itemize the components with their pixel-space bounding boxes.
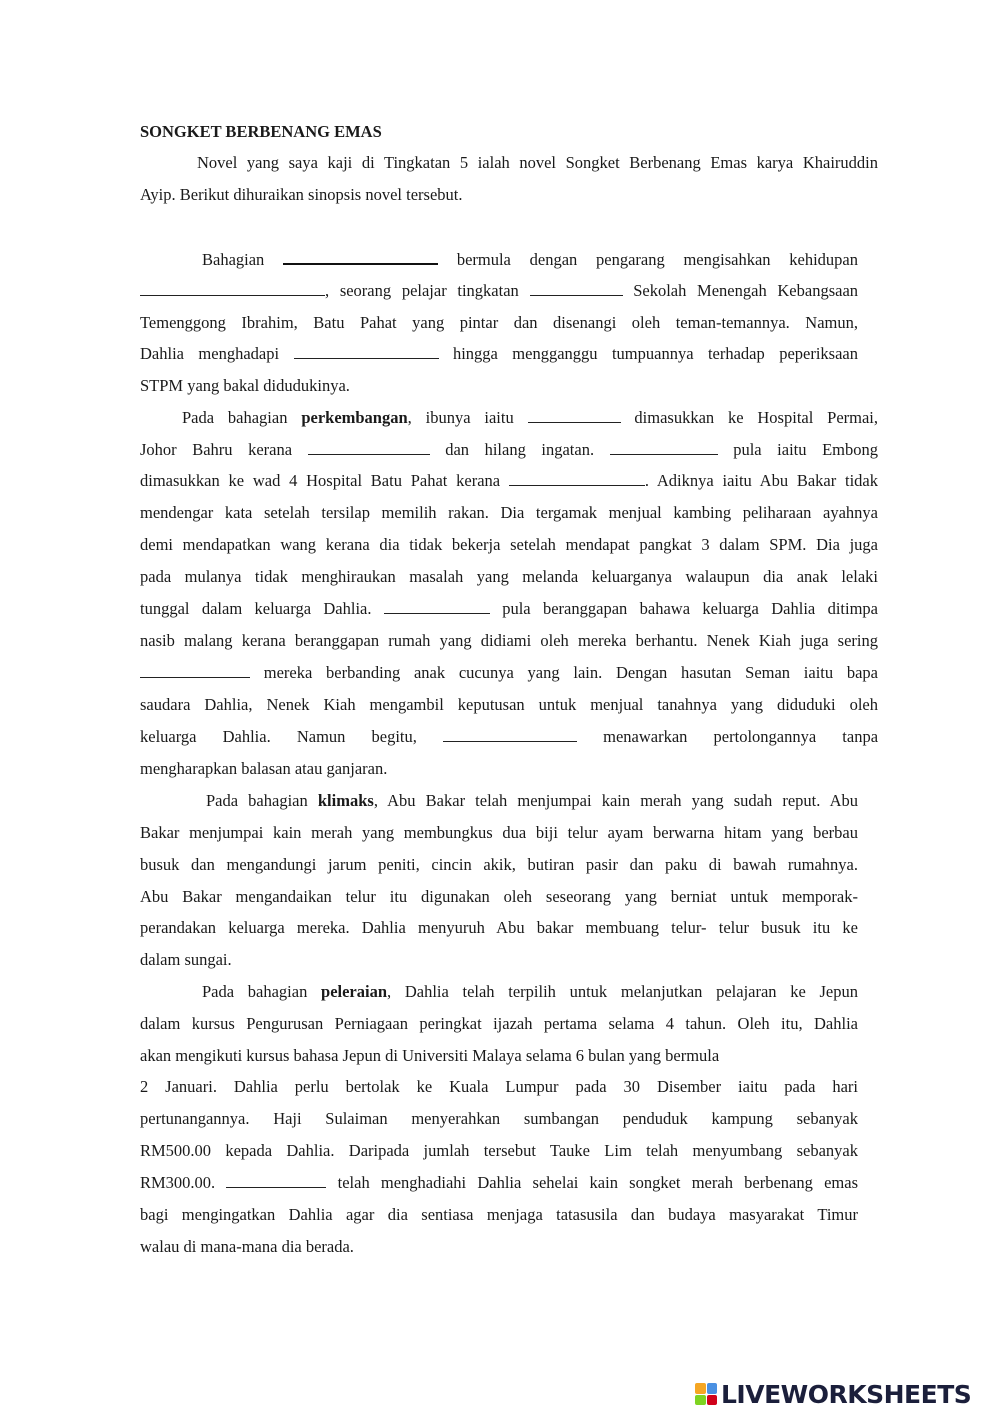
para1-text: Sekolah Menengah Kebangsaan bbox=[633, 281, 859, 300]
para1-text: Bahagian bbox=[202, 250, 265, 269]
para2-line-8: nasib malang kerana beranggapan rumah yang didiami oleh mereka berhantu. Nenek Kiah juga sering bbox=[140, 631, 878, 650]
para2-line-3 bbox=[140, 470, 878, 492]
para4-line-5: pertunangannya. Haji Sulaiman menyerahkan sumbangan penduduk kampung sebanyak bbox=[140, 1109, 858, 1128]
section-keyword: peleraian bbox=[321, 982, 388, 1001]
liveworksheets-logo bbox=[695, 1377, 971, 1411]
para4-line-9: walau di mana-mana dia berada. bbox=[140, 1237, 354, 1256]
para2-line-4: mendengar kata setelah tersilap memilih rakan. Dia tergamak menjual kambing peliharaan ayahnya bbox=[140, 503, 878, 522]
para4-line-3: akan mengikuti kursus bahasa Jepun di Universiti Malaya selama 6 bulan yang bermula bbox=[140, 1046, 720, 1065]
blank-input-6[interactable] bbox=[308, 439, 430, 455]
para4-line-4: 2 Januari. Dahlia perlu bertolak ke Kuala Lumpur pada 30 Disember iaitu pada hari bbox=[140, 1077, 858, 1096]
para2-line-2 bbox=[140, 439, 878, 461]
para4-line-8: bagi mengingatkan Dahlia agar dia sentiasa menjaga tatasusila dan budaya masyarakat Timur bbox=[140, 1205, 858, 1224]
para4-line-7 bbox=[140, 1172, 858, 1194]
para3-text: , Abu Bakar telah menjumpai kain merah yang sudah reput. Abu bbox=[373, 791, 859, 810]
para2-line-12: mengharapkan balasan atau ganjaran. bbox=[140, 759, 388, 778]
para3-line-6: dalam sungai. bbox=[140, 950, 232, 969]
para3-text: Pada bahagian bbox=[206, 791, 308, 810]
para4-text: Pada bahagian bbox=[202, 982, 308, 1001]
para1-text: , seorang pelajar tingkatan bbox=[325, 281, 519, 300]
page-title: SONGKET BERBENANG EMAS bbox=[140, 122, 382, 141]
para2-line-7 bbox=[140, 598, 878, 620]
para3-line-3: busuk dan mengandungi jarum peniti, cincin akik, butiran pasir dan paku di bawah rumahnya. bbox=[140, 855, 858, 874]
para2-text: pula beranggapan bahawa keluarga Dahlia ditimpa bbox=[502, 599, 878, 618]
para2-line-10: saudara Dahlia, Nenek Kiah mengambil keputusan untuk menjual tanahnya yang diduduki oleh bbox=[140, 695, 878, 714]
para2-text: dan hilang ingatan. bbox=[445, 440, 595, 459]
para2-text: tunggal dalam keluarga Dahlia. bbox=[140, 599, 372, 618]
para1-line-1 bbox=[140, 248, 858, 271]
para2-text: pula iaitu Embong bbox=[733, 440, 878, 459]
para4-text: RM300.00. bbox=[140, 1173, 216, 1192]
para2-text: Pada bahagian bbox=[182, 408, 288, 427]
intro-line-2: Ayip. Berikut dihuraikan sinopsis novel tersebut. bbox=[140, 185, 463, 204]
blank-input-11[interactable] bbox=[443, 726, 577, 742]
blank-input-2[interactable] bbox=[140, 280, 325, 296]
para2-line-11 bbox=[140, 726, 878, 748]
para3-line-1 bbox=[140, 790, 858, 812]
logo-text: LIVEWORKSHEETS bbox=[721, 1379, 972, 1409]
para1-line-4 bbox=[140, 343, 858, 365]
para4-text: , Dahlia telah terpilih untuk melanjutkan pelajaran ke Jepun bbox=[387, 982, 858, 1001]
blank-input-5[interactable] bbox=[528, 407, 621, 423]
blank-input-4[interactable] bbox=[294, 343, 439, 359]
para1-line-3: Temenggong Ibrahim, Batu Pahat yang pintar dan disenangi oleh teman-temannya. Namun, bbox=[140, 313, 858, 332]
para2-line-1 bbox=[140, 407, 878, 429]
para2-text: menawarkan pertolongannya tanpa bbox=[603, 727, 879, 746]
para1-line-5: STPM yang bakal didudukinya. bbox=[140, 376, 350, 395]
para2-text: keluarga Dahlia. Namun begitu, bbox=[140, 727, 417, 746]
para1-line-2 bbox=[140, 280, 858, 302]
para2-text: mereka berbanding anak cucunya yang lain. Dengan hasutan Seman iaitu bapa bbox=[263, 663, 878, 682]
liveworksheets-logo-icon bbox=[695, 1383, 717, 1405]
para1-text: bermula dengan pengarang mengisahkan kehidupan bbox=[456, 250, 859, 269]
para2-text: dimasukkan ke wad 4 Hospital Batu Pahat kerana bbox=[140, 471, 501, 490]
para3-line-2: Bakar menjumpai kain merah yang membungkus dua biji telur ayam berwarna hitam yang berbau bbox=[140, 823, 858, 842]
para2-line-5: demi mendapatkan wang kerana dia tidak bekerja setelah mendapat pangkat 3 dalam SPM. Dia juga bbox=[140, 535, 878, 554]
section-keyword: perkembangan bbox=[301, 408, 408, 427]
section-keyword: klimaks bbox=[317, 791, 374, 810]
para1-text: Dahlia menghadapi bbox=[140, 344, 280, 363]
para3-line-5: perandakan keluarga mereka. Dahlia menyuruh Abu bakar membuang telur- telur busuk itu ke bbox=[140, 918, 858, 937]
blank-input-10[interactable] bbox=[140, 662, 250, 678]
blank-input-1[interactable] bbox=[283, 248, 438, 265]
para4-line-6: RM500.00 kepada Dahlia. Daripada jumlah tersebut Tauke Lim telah menyumbang sebanyak bbox=[140, 1141, 858, 1160]
para2-line-6: pada mulanya tidak menghiraukan masalah yang melanda keluarganya walaupun dia anak lelaki bbox=[140, 567, 878, 586]
blank-input-3[interactable] bbox=[530, 280, 623, 296]
para2-text: , ibunya iaitu bbox=[407, 408, 514, 427]
para4-line-2: dalam kursus Pengurusan Perniagaan peringkat ijazah pertama selama 4 tahun. Oleh itu, Dahlia bbox=[140, 1014, 858, 1033]
para2-line-9 bbox=[140, 662, 878, 684]
para1-text: hingga mengganggu tumpuannya terhadap peperiksaan bbox=[452, 344, 858, 363]
para2-text: Johor Bahru kerana bbox=[140, 440, 293, 459]
para4-line-1 bbox=[140, 981, 858, 1003]
para3-line-4: Abu Bakar mengandaikan telur itu digunakan oleh seseorang yang berniat untuk memporak- bbox=[140, 887, 858, 906]
blank-input-8[interactable] bbox=[509, 470, 645, 486]
blank-input-9[interactable] bbox=[384, 598, 490, 614]
para2-text: dimasukkan ke Hospital Permai, bbox=[634, 408, 879, 427]
intro-line-1: Novel yang saya kaji di Tingkatan 5 ialah novel Songket Berbenang Emas karya Khairuddin bbox=[197, 153, 878, 172]
blank-input-12[interactable] bbox=[226, 1172, 326, 1188]
para4-text: telah menghadiahi Dahlia sehelai kain songket merah berbenang emas bbox=[337, 1173, 858, 1192]
blank-input-7[interactable] bbox=[610, 439, 718, 455]
para2-text: . Adiknya iaitu Abu Bakar tidak bbox=[644, 471, 879, 490]
